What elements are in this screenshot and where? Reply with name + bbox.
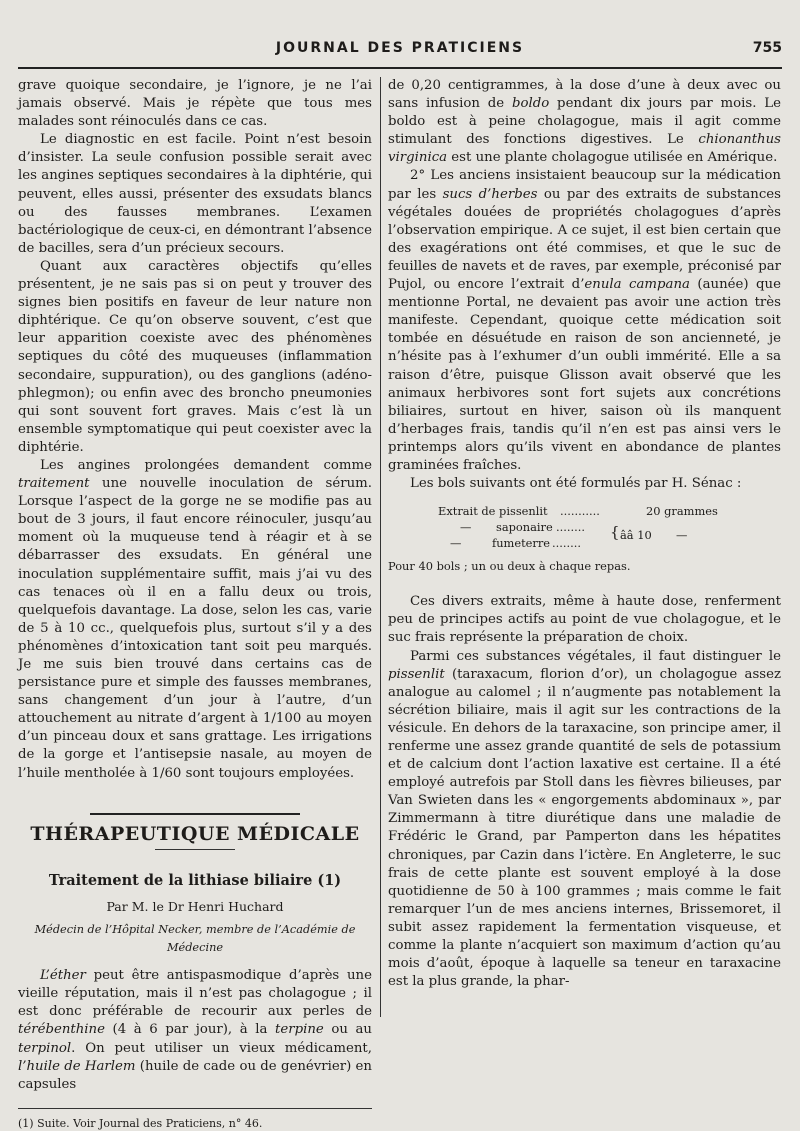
section-rule xyxy=(155,849,235,850)
paragraph xyxy=(388,77,781,167)
paragraph: Le diagnostic en est facile. Point n’est besoin d’insister. La seule confusion possible serait avec les angines septiques secondaires à la diphtérie, qui peuvent, elles aussi, présenter des exsudats blancs ou des fausses membranes. L’examen bactériologique de ceux-ci, en démontrant l’absence de bacilles, sera d’un précieux secours. xyxy=(18,132,372,256)
section-rule xyxy=(90,813,300,815)
text-run: ou par des extraits de substances végétales douées de propriétés cholagogues d’après l’observation empirique. A ce sujet, il est bien certain que des exagérations ont été commises, et que le suc de feuilles de navets et de raves, par exemple, préconisé par Pujol, ou encore l’extrait d’ xyxy=(388,186,781,293)
text-run: . On peut utiliser un vieux médicament, xyxy=(71,1040,372,1056)
article-title: Traitement de la lithiase biliaire (1) xyxy=(48,871,342,889)
italic-term: l’huile de Harlem xyxy=(18,1058,136,1074)
text-run: est une plante cholagogue utilisée en Amérique. xyxy=(447,150,778,166)
italic-term: terpinol xyxy=(18,1040,72,1056)
recipe-quantity: 20 grammes xyxy=(646,504,718,519)
paragraph: Les bols suivants ont été formulés par H. Sénac : xyxy=(410,476,742,492)
recipe-footer: Pour 40 bols ; un ou deux à chaque repas. xyxy=(388,559,631,574)
recipe-block xyxy=(388,503,781,551)
recipe-ditto: — xyxy=(450,536,462,551)
italic-term: traitement xyxy=(18,476,90,492)
left-column xyxy=(18,77,372,1131)
recipe-row xyxy=(388,535,781,551)
text-run: ou au xyxy=(323,1022,372,1038)
footnote-rule xyxy=(18,1108,372,1109)
text-run: 2° Les anciens insistaient beaucoup sur la médication par les xyxy=(388,168,781,202)
paragraph xyxy=(388,167,781,475)
recipe-dots: ........... xyxy=(560,504,600,519)
author-affiliation: Médecin de l’Hôpital Necker, membre de l’Académie de Médecine xyxy=(34,922,356,955)
recipe-dots: ........ xyxy=(556,520,585,535)
paragraph xyxy=(18,967,372,1094)
text-run: (taraxacum, florion d’or), un cholagogue assez analogue au calomel ; il n’augmente pas notablement la sécrétion biliaire, mais il agit sur les contractions de la vésicule. En dehors de la taraxacine, son principe amer, il renferme une assez grande quantité de sels de potassium et de calcium dont l’action laxative est certaine. Il a été employé autrefois par Stoll dans les fièvres bilieuses, par Van Swieten dans les « engorgements abdominaux », par Zimmermann à titre diurétique dans une maladie de Frédéric le Grand, par Pamperton dans les hépatites chroniques, par Cazin dans l’ictère. En Angleterre, le suc frais de cette plante est souvent employé à la dose quotidienne de 50 à 100 grammes ; mais comme le fait remarquer l’un de mes anciens internes, Brissemoret, il subit assez rapidement la fermentation visqueuse, et comme la plante n’acquiert son maximum d’action qu’au mois d’août, époque à laquelle sa teneur en taraxacine est la plus grande, la phar- xyxy=(388,666,781,990)
recipe-quantity: ââ 10 xyxy=(620,528,652,543)
text-run: (4 à 6 par jour), à la xyxy=(104,1022,275,1038)
text-run: pendant dix jours par mois. Le boldo est à peine cholagogue, mais il agit comme stimulant des fonctions digestives. Le xyxy=(388,96,781,148)
italic-term: chionanthus virginica xyxy=(388,132,781,166)
italic-term: pissenlit xyxy=(388,666,445,682)
footnote: (1) Suite. Voir Journal des Praticiens, n° 46. xyxy=(18,1116,263,1130)
right-column xyxy=(388,77,781,991)
paragraph xyxy=(18,457,372,783)
italic-term: enula campana xyxy=(584,277,690,293)
recipe-brace: { xyxy=(610,523,620,542)
text-run: une nouvelle inoculation de sérum. Lorsque l’aspect de la gorge ne se modifie pas au bout de 3 jours, il faut encore réinoculer, jusqu’au moment où la muqueuse tend à réagir et à se débarrasser des exsudats. En général une inoculation supplémentaire suffit, mais j’ai vu des cas tenaces où il en a fallu deux ou trois, quelquefois davantage. La dose, selon les cas, varie de 5 à 10 cc., quelquefois plus, surtout s’il y a des phénomènes d’intoxication tant soit peu marqués. Je me suis bien trouvé dans certains cas de persistance pure et simple des fausses membranes, sans changement d’un jour à l’autre, d’un attouchement au nitrate d’argent à 1/100 au moyen d’un pinceau doux et sans grattage. Les irrigations de la gorge et l’antisepsie nasale, au moyen de l’huile mentholée à 1/60 sont toujours employées. xyxy=(18,476,372,781)
italic-term: boldo xyxy=(511,96,550,112)
text-run: de 0,20 centigrammes, à la dose d’une à deux avec ou sans infusion de xyxy=(388,78,781,112)
column-divider xyxy=(380,77,381,1017)
paragraph: grave quoique secondaire, je l’ignore, je ne l’ai jamais observé. Mais je répète que tous mes malades sont réinoculés dans ce cas. xyxy=(18,78,372,130)
paragraph: Quant aux caractères objectifs qu’elles présentent, je ne sais pas si on peut y trouver des signes bien positifs en faveur de leur nature non diphtérique. Ce qu’on observe souvent, c’est que leur apparition coexiste avec des phénomènes septiques du côté des muqueuses (inflammation secondaire, suppuration), ou des ganglions (adéno-phlegmon); ou enfin avec des broncho pneumonies qui sont souvent fort graves. Mais c’est là un ensemble symptomatique qui peut coexister avec la diphtérie. xyxy=(18,258,372,455)
italic-term: terpine xyxy=(275,1022,324,1038)
byline: Par M. le Dr Henri Huchard xyxy=(106,898,284,914)
page-number: 755 xyxy=(752,40,782,56)
recipe-ingredient: saponaire xyxy=(496,520,553,535)
paragraph xyxy=(388,648,781,992)
recipe-ingredient: Extrait de pissenlit xyxy=(438,504,548,519)
recipe-dots: ........ xyxy=(552,536,581,551)
running-title: JOURNAL DES PRATICIENS xyxy=(275,40,525,56)
recipe-ditto: — xyxy=(676,528,688,543)
recipe-row xyxy=(388,519,781,543)
text-run: peut être antispasmodique d’après une vieille réputation, mais il n’est pas cholagogue ; il est donc préférable de recourir aux perles de xyxy=(18,968,372,1020)
text-run: (huile de cade ou de genévrier) en capsules xyxy=(18,1058,372,1092)
italic-term: L’éther xyxy=(40,968,86,984)
text-run: (aunée) que mentionne Portal, ne devaient pas avoir une action très manifeste. Cependant, quoique cette médication soit tombée en désuétude en raison de son ancienneté, je n’hésite pas à l’exhumer d’un oubli immérité. Elle a sa raison d’être, puisque Glisson avait observé que les animaux herbivores sont fort sujets aux concrétions biliaires, surtout en hiver, saison où ils manquent d’herbages frais, tandis qu’il n’en est pas ainsi vers le printemps alors qu’ils vivent en abondance de plantes graminées fraîches. xyxy=(388,277,781,473)
recipe-ditto: — xyxy=(460,520,472,535)
recipe-ingredient: fumeterre xyxy=(492,536,551,551)
paragraph: Ces divers extraits, même à haute dose, renferment peu de principes actifs au point de vue cholagogue, et le suc frais représente la préparation de choix. xyxy=(388,594,781,646)
header-rule xyxy=(18,67,782,69)
text-run: Les angines prolongées demandent comme xyxy=(40,457,372,473)
section-title: THÉRAPEUTIQUE MÉDICALE xyxy=(30,822,360,845)
text-run: Parmi ces substances végétales, il faut distinguer le xyxy=(410,648,781,664)
recipe-row xyxy=(388,503,781,519)
italic-term: térébenthine xyxy=(18,1022,105,1038)
italic-term: sucs d’herbes xyxy=(442,186,538,202)
